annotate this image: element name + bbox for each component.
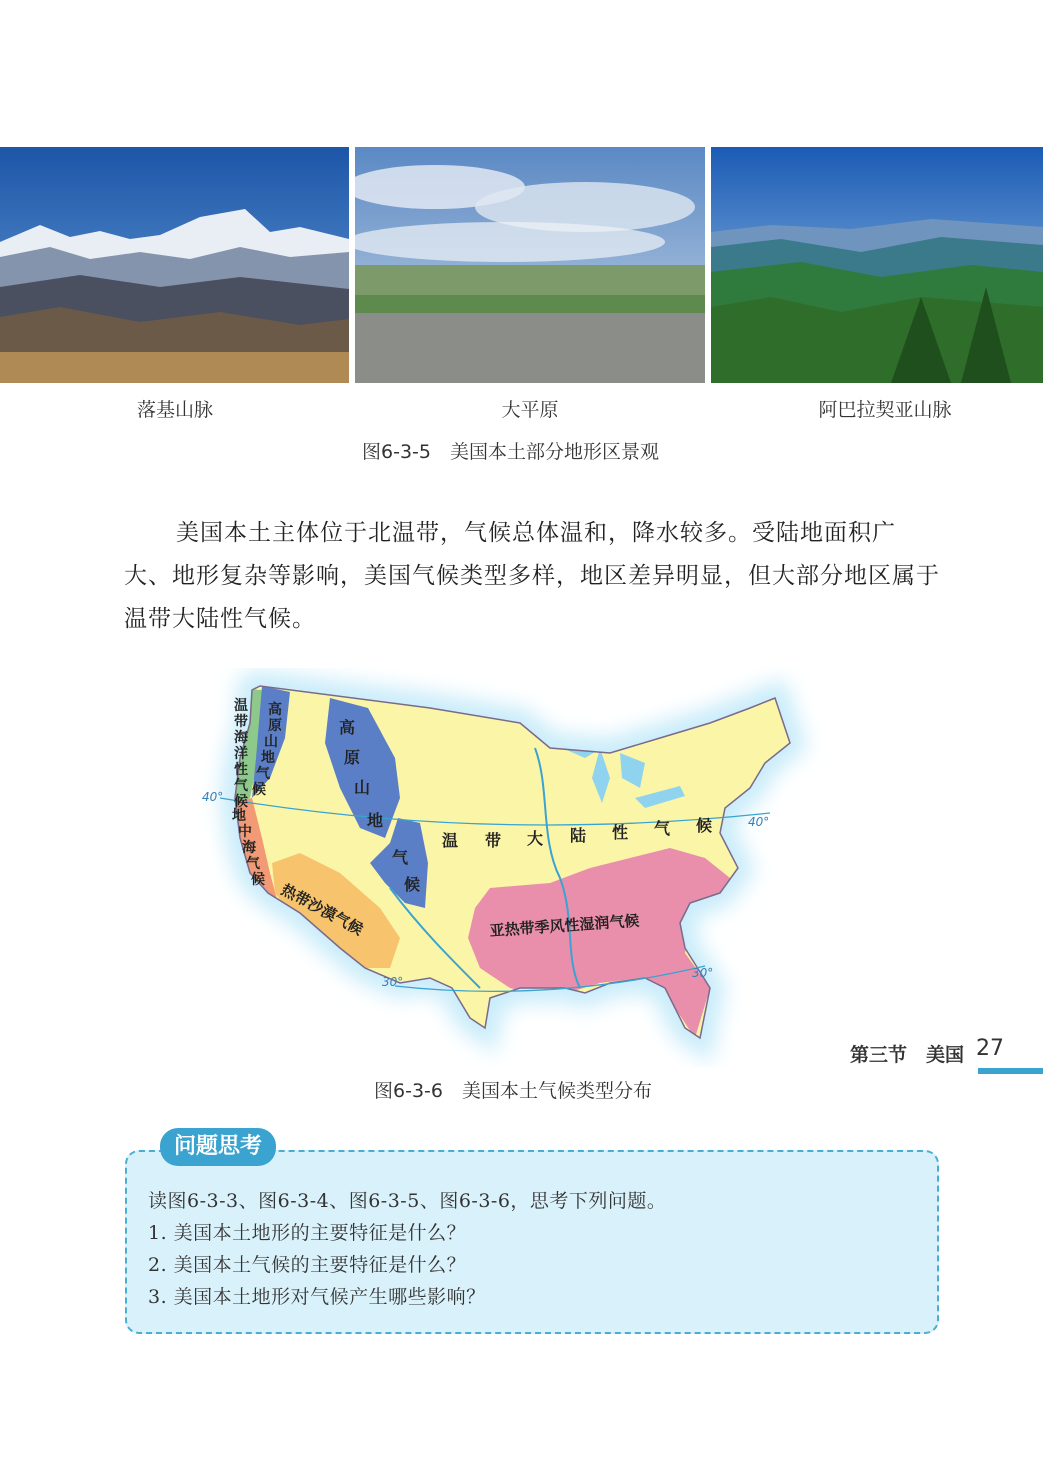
svg-text:地: 地	[366, 811, 384, 830]
photo-caption-appalachian: 阿巴拉契亚山脉	[818, 399, 952, 421]
paragraph-line-2: 大、地形复杂等影响，美国气候类型多样，地区差异明显，但大部分地区属于	[124, 563, 940, 589]
svg-text:山: 山	[353, 778, 371, 797]
svg-text:中: 中	[238, 824, 252, 840]
photo-rocky-mountains	[0, 147, 349, 383]
svg-text:陆: 陆	[569, 826, 587, 845]
svg-text:性: 性	[611, 823, 629, 842]
svg-text:海: 海	[234, 730, 248, 746]
svg-text:海: 海	[242, 840, 256, 856]
lat40-left-label: 40°	[202, 790, 224, 804]
svg-text:性: 性	[234, 762, 248, 778]
svg-text:地: 地	[232, 808, 246, 824]
body-paragraph	[124, 512, 944, 641]
svg-text:候: 候	[695, 816, 713, 835]
question-list	[148, 1185, 908, 1313]
paragraph-line-3: 温带大陆性气候。	[124, 606, 316, 632]
question-item-1: 1. 美国本土地形的主要特征是什么？	[148, 1222, 467, 1244]
svg-text:候: 候	[234, 794, 248, 810]
svg-text:带: 带	[234, 714, 248, 730]
svg-text:气: 气	[391, 848, 409, 867]
lat30-right-label: 30°	[692, 966, 714, 980]
question-item-3: 3. 美国本土地形对气候产生哪些影响？	[148, 1286, 486, 1308]
page-number: 27	[976, 1036, 1004, 1061]
svg-text:地: 地	[261, 750, 275, 766]
question-box-title: 问题思考	[160, 1128, 276, 1166]
lat30-left-label: 30°	[382, 975, 404, 989]
svg-text:温: 温	[234, 698, 248, 714]
svg-text:带: 带	[484, 831, 502, 850]
svg-text:温: 温	[441, 831, 459, 850]
label-subtropical: 亚热带季风性湿润气候	[489, 911, 640, 940]
svg-text:高: 高	[338, 718, 356, 737]
label-desert: 热带沙漠气候	[278, 880, 367, 939]
label-temperate-marine	[234, 697, 249, 810]
svg-text:洋: 洋	[234, 746, 248, 762]
paragraph-line-1: 美国本土主体位于北温带，气候总体温和，降水较多。受陆地面积广	[176, 520, 896, 546]
svg-text:山: 山	[264, 734, 278, 750]
svg-text:高: 高	[268, 702, 282, 718]
footer-accent-bar	[978, 1068, 1043, 1074]
figure-caption-landscape: 图6-3-5 美国本土部分地形区景观	[362, 441, 659, 463]
svg-text:原: 原	[343, 748, 361, 767]
photo-caption-rocky: 落基山脉	[136, 399, 213, 421]
svg-text:气: 气	[653, 819, 671, 838]
svg-text:大: 大	[526, 829, 544, 848]
svg-text:候: 候	[252, 782, 266, 798]
svg-text:原: 原	[268, 718, 282, 734]
question-intro: 读图6-3-3、图6-3-4、图6-3-5、图6-3-6，思考下列问题。	[148, 1190, 667, 1212]
footer-section: 第三节 美国	[850, 1044, 965, 1066]
climate-map-svg	[190, 668, 830, 1068]
svg-text:气: 气	[256, 766, 270, 782]
svg-text:气: 气	[234, 778, 248, 794]
svg-text:气: 气	[246, 856, 260, 872]
question-item-2: 2. 美国本土气候的主要特征是什么？	[148, 1254, 467, 1276]
photo-caption-plains: 大平原	[501, 399, 559, 421]
svg-text:候: 候	[403, 875, 421, 894]
photo-great-plains	[355, 147, 705, 383]
figure-caption-climate: 图6-3-6 美国本土气候类型分布	[374, 1080, 652, 1102]
climate-map	[190, 668, 830, 1068]
svg-text:候: 候	[251, 872, 265, 888]
lat40-right-label: 40°	[748, 815, 770, 829]
photo-appalachian-mountains	[711, 147, 1043, 383]
